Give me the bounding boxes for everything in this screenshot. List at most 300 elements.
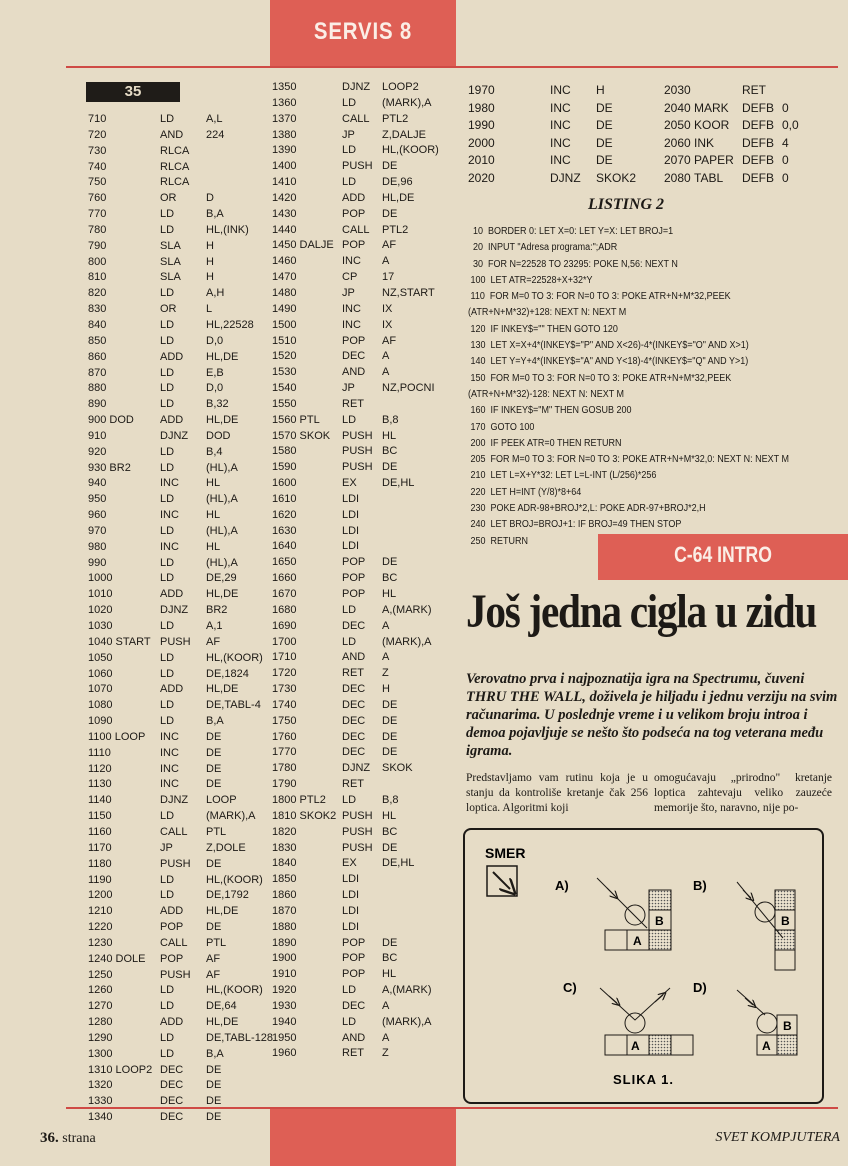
code-line: [272, 888, 462, 904]
code-line: [88, 1078, 268, 1094]
code-line: [88, 413, 268, 429]
label-or-op: DEC: [342, 999, 366, 1012]
basic-line: 160 IF INKEY$="M" THEN GOSUB 200: [468, 405, 632, 417]
code-line: [88, 571, 268, 587]
line-number: 1540: [272, 382, 297, 395]
label-or-op: LDI: [342, 920, 360, 933]
label-or-op: JP: [342, 382, 355, 395]
code-line: [88, 255, 268, 271]
label-or-op: LD: [160, 524, 175, 537]
line-number: 840: [88, 318, 107, 331]
line-number: 1630: [272, 524, 297, 537]
article-lead: Verovatno prva i najpoznatija igra na Spectrumu, čuveni THRU THE WALL, doživela je hiljadu i jednu verziju na svim računarima. U poslednje vreme i u velikom broju introa i demoa pojavljuje se nešto što podseća na tog veterana među igrama.: [466, 671, 838, 759]
line-number: 1410: [272, 176, 297, 189]
label-or-op: DJNZ: [160, 604, 189, 617]
cell-a-label: A: [633, 934, 642, 948]
line-number: 1530: [272, 366, 297, 379]
code-line: [468, 170, 658, 188]
code-line: [272, 143, 462, 159]
basic-line: (ATR+N+M*32)-128: NEXT N: NEXT M: [468, 388, 625, 400]
operand: HL,DE: [206, 1016, 239, 1029]
figure-diagram: [465, 830, 822, 1102]
label-or-op: ADD: [160, 905, 184, 918]
operand: Z,DALJE: [382, 128, 427, 141]
label-or-op: POP: [342, 952, 366, 965]
code-line: [272, 397, 462, 413]
code-line: [88, 1031, 274, 1047]
diagram-c: [600, 988, 693, 1055]
line-number: 780: [88, 223, 107, 236]
operand: HL: [382, 809, 397, 822]
label-or-op: SLA: [160, 239, 181, 252]
label-or-op: LD: [342, 96, 357, 109]
article-headline: Još jedna cigla u zidu: [466, 585, 817, 638]
line-number: 1150: [88, 810, 112, 823]
code-line: [88, 191, 268, 207]
basic-line: 130 LET X=X+4*(INKEY$="P" AND X<26)-4*(INKEY$="O" AND X>1): [468, 340, 749, 352]
label-or-op: INC: [550, 100, 571, 115]
code-column-1: [88, 112, 274, 1126]
code-line: [272, 539, 462, 555]
line-number: 1940: [272, 1015, 297, 1028]
operand: PTL2: [382, 223, 409, 236]
basic-listing: [468, 224, 803, 550]
label-or-op: POP: [342, 334, 366, 347]
code-line: [88, 793, 268, 809]
operand: 17: [382, 271, 395, 284]
label-or-op: LD: [160, 556, 175, 569]
code-line: [272, 793, 462, 809]
code-line: [88, 809, 268, 825]
code-line: [272, 302, 462, 318]
code-line: [88, 714, 268, 730]
basic-line: 170 GOTO 100: [468, 421, 535, 433]
operand: H: [596, 83, 605, 97]
code-line: [272, 318, 462, 334]
line-number: 850: [88, 334, 107, 347]
operand: HL,DE: [382, 191, 415, 204]
operand: HL,(INK): [206, 223, 249, 236]
basic-line: 30 FOR N=22528 TO 23295: POKE N,56: NEXT N: [468, 258, 678, 270]
line-number: 1990: [468, 118, 495, 133]
smer-label: SMER: [485, 845, 526, 861]
label-c: C): [563, 980, 577, 995]
line-number: 1960: [272, 1047, 297, 1060]
label-or-op: DEC: [342, 698, 366, 711]
operand: H: [206, 255, 214, 268]
code-line: [272, 175, 462, 191]
code-line: [88, 318, 268, 334]
label-or-op: PUSH: [342, 160, 373, 173]
code-line: [272, 334, 462, 350]
operand: AF: [382, 239, 397, 252]
line-number: 1400: [272, 160, 297, 173]
line-number: 1510: [272, 334, 297, 347]
label-or-op: POP: [342, 936, 366, 949]
label-or-op: RLCA: [160, 176, 190, 189]
line-number: 1330: [88, 1095, 113, 1108]
code-line: [88, 619, 268, 635]
code-line: [664, 152, 844, 170]
label-or-op: DEC: [342, 746, 366, 759]
operand: Z: [382, 667, 389, 680]
operand: A: [382, 366, 390, 379]
line-number: 1810 SKOK2: [272, 809, 337, 822]
line-number: 1880: [272, 920, 297, 933]
operand: B,A: [206, 1047, 224, 1060]
label-or-op: DEC: [160, 1063, 184, 1076]
operand: (MARK),A: [382, 1015, 432, 1028]
value: 0: [782, 170, 789, 185]
label-or-op: PAPER: [694, 153, 734, 168]
code-line: [88, 746, 268, 762]
code-line: [272, 223, 462, 239]
figure-box: [463, 828, 824, 1104]
operand: DE: [382, 556, 398, 569]
label-or-op: POP: [160, 952, 184, 965]
label-or-op: INK: [694, 135, 715, 150]
operand: A: [382, 651, 390, 664]
label-or-op: LD: [342, 635, 357, 648]
line-number: 2010: [468, 153, 495, 168]
code-line: [88, 175, 268, 191]
code-line: [272, 429, 462, 445]
code-line: [88, 968, 268, 984]
operand: AF: [206, 952, 221, 965]
line-number: 2060: [664, 135, 691, 150]
label-or-op: DEC: [342, 714, 366, 727]
line-number: 1470: [272, 271, 297, 284]
label-or-op: PUSH: [342, 825, 373, 838]
cell-a3-label: A: [762, 1039, 771, 1053]
operand: DE: [206, 921, 222, 934]
code-line: [88, 508, 268, 524]
code-line: [272, 555, 462, 571]
label-or-op: LD: [160, 287, 175, 300]
line-number: 1520: [272, 350, 297, 363]
label-or-op: PUSH: [342, 809, 373, 822]
label-or-op: INC: [342, 255, 361, 268]
operand: DE: [206, 778, 222, 791]
label-or-op: LD: [342, 144, 357, 157]
line-number: 900 DOD: [88, 414, 134, 427]
line-number: 1080: [88, 699, 113, 712]
label-or-op: OR: [160, 303, 177, 316]
label-or-op: DEC: [342, 619, 366, 632]
line-number: 1160: [88, 825, 112, 838]
label-or-op: LD: [342, 1015, 357, 1028]
label-or-op: SLA: [160, 271, 181, 284]
label-or-op: CP: [342, 271, 358, 284]
code-line: [88, 397, 268, 413]
operand: PTL: [206, 825, 227, 838]
operand: DE: [382, 698, 398, 711]
code-line: [272, 841, 462, 857]
code-line: [272, 524, 462, 540]
line-number: 790: [88, 239, 107, 252]
line-number: 810: [88, 271, 107, 284]
code-line: [88, 952, 268, 968]
label-or-op: LD: [342, 176, 357, 189]
label-or-op: ADD: [160, 683, 184, 696]
operand: PTL2: [382, 112, 409, 125]
label-or-op: LD: [160, 651, 175, 664]
operand: HL,DE: [206, 905, 239, 918]
code-line: [272, 745, 462, 761]
label-or-op: RLCA: [160, 160, 190, 173]
operand: DE,TABL-128: [206, 1031, 274, 1044]
operand: E,B: [206, 366, 224, 379]
code-column-3: [468, 82, 658, 188]
operand: AF: [382, 334, 397, 347]
operand: DE: [382, 936, 398, 949]
code-line: [88, 270, 268, 286]
operand: BC: [382, 825, 398, 838]
code-line: [88, 366, 268, 382]
code-line: [88, 762, 268, 778]
code-line: [272, 254, 462, 270]
line-number: 1620: [272, 508, 297, 521]
label-or-op: RET: [342, 667, 364, 680]
code-line: [272, 1015, 462, 1031]
label-or-op: LDI: [342, 524, 360, 537]
cell-a2-label: A: [631, 1039, 640, 1053]
operand: Z,DOLE: [206, 841, 246, 854]
line-number: 1460: [272, 255, 297, 268]
label-or-op: LD: [160, 461, 175, 474]
code-line: [272, 809, 462, 825]
label-or-op: JP: [160, 841, 173, 854]
label-or-op: PUSH: [342, 461, 373, 474]
operand: HL,(KOOR): [206, 651, 263, 664]
operand: HL: [382, 588, 397, 600]
code-line: [272, 999, 462, 1015]
line-number: 1980: [468, 100, 495, 115]
label-or-op: LD: [342, 984, 357, 997]
line-number: 960: [88, 509, 107, 522]
line-number: 1800 PTL2: [272, 793, 326, 806]
label-or-op: DEC: [342, 683, 366, 696]
operand: LOOP2: [382, 81, 419, 93]
code-line: [272, 128, 462, 144]
line-number: 1350: [272, 81, 297, 93]
code-line: [88, 144, 268, 160]
operand: DE: [382, 207, 398, 220]
line-number: 1130: [88, 778, 112, 791]
code-line: [88, 635, 268, 651]
label-or-op: PUSH: [160, 968, 191, 981]
label-or-op: LD: [160, 984, 175, 997]
basic-line: 210 LET L=X+Y*32: LET L=L-INT (L/256)*256: [468, 470, 657, 482]
line-number: 1280: [88, 1016, 113, 1029]
line-number: 2020: [468, 170, 495, 185]
line-number: 1720: [272, 667, 297, 680]
operand: DE: [382, 746, 398, 759]
line-number: 1240 DOLE: [88, 952, 146, 965]
operand: DE: [596, 100, 613, 115]
operand: (HL),A: [206, 461, 238, 474]
label-or-op: POP: [342, 968, 366, 981]
code-line: [272, 413, 462, 429]
line-number: 1050: [88, 651, 113, 664]
line-number: 1640: [272, 540, 297, 553]
label-or-op: LD: [160, 334, 175, 347]
code-line: [88, 730, 268, 746]
operand: PTL: [206, 936, 227, 949]
line-number: 1750: [272, 714, 297, 727]
operand: RET: [742, 83, 766, 97]
label-or-op: DEC: [160, 1079, 184, 1092]
code-line: [88, 207, 268, 223]
label-or-op: LDI: [342, 904, 360, 917]
operand: HL: [206, 509, 221, 522]
label-or-op: LD: [160, 113, 175, 125]
operand: D: [206, 192, 214, 205]
basic-line: 240 LET BROJ=BROJ+1: IF BROJ=49 THEN STOP: [468, 519, 682, 531]
code-column-4: [664, 82, 844, 188]
label-or-op: LD: [160, 1047, 175, 1060]
operand: (MARK),A: [382, 635, 432, 648]
operand: HL: [206, 540, 221, 553]
line-number: 940: [88, 477, 107, 490]
label-or-op: LDI: [342, 540, 360, 553]
line-number: 2080: [664, 170, 691, 185]
line-number: 1790: [272, 778, 297, 791]
code-line: [272, 983, 462, 999]
label-or-op: AND: [342, 1031, 366, 1044]
code-line: [272, 1046, 462, 1062]
code-line: [272, 714, 462, 730]
operand: BR2: [206, 604, 228, 617]
operand: AF: [206, 635, 221, 648]
code-line: [272, 619, 462, 635]
operand: DE,29: [206, 572, 237, 585]
value: 0,0: [782, 118, 799, 133]
label-or-op: LD: [160, 1031, 175, 1044]
line-number: 1900: [272, 952, 297, 965]
label-or-op: LD: [160, 699, 175, 712]
code-line: [88, 1063, 268, 1079]
article-body-right: omogućavaju „prirodno" kretanje loptica zahtevaju veliko zauzeće memorije što, naravno, nije po-: [654, 772, 832, 814]
line-number: 1260: [88, 984, 113, 997]
line-number: 870: [88, 366, 107, 379]
label-or-op: LD: [160, 1000, 175, 1013]
line-number: 1370: [272, 112, 297, 125]
line-number: 1270: [88, 1000, 113, 1013]
listing-2-title: LISTING 2: [588, 196, 665, 213]
line-number: 1690: [272, 619, 297, 632]
footer-magazine: SVET KOMPJUTERA: [715, 1130, 840, 1145]
label-or-op: PUSH: [160, 857, 191, 870]
code-line: [272, 872, 462, 888]
basic-line: 250 RETURN: [468, 535, 529, 547]
label-or-op: AND: [160, 128, 184, 141]
basic-line: 205 FOR M=0 TO 3: FOR N=0 TO 3: POKE ATR+N+M*32,0: NEXT N: NEXT M: [468, 454, 789, 466]
operand: DEFB: [742, 170, 775, 185]
line-number: 910: [88, 429, 107, 442]
code-line: [664, 100, 844, 118]
operand: BC: [382, 572, 398, 585]
line-number: 1970: [468, 83, 495, 97]
code-line: [272, 825, 462, 841]
cell-b-label: B: [655, 914, 664, 928]
label-or-op: LDI: [342, 492, 360, 505]
code-line: [664, 82, 844, 100]
line-number: 830: [88, 303, 107, 316]
code-line: [272, 1031, 462, 1047]
operand: D,0: [206, 334, 224, 347]
label-or-op: PUSH: [160, 635, 191, 648]
operand: (HL),A: [206, 493, 238, 506]
operand: DE: [382, 714, 398, 727]
code-line: [88, 239, 268, 255]
operand: A: [382, 255, 390, 268]
intro-banner-text: C-64 INTRO: [674, 542, 772, 567]
line-number: 1390: [272, 144, 297, 157]
line-number: 1250: [88, 968, 113, 981]
operand: AF: [206, 968, 221, 981]
line-number: 1560 PTL: [272, 413, 320, 426]
operand: DE,TABL-4: [206, 699, 261, 712]
operand: NZ,POCNI: [382, 382, 435, 395]
operand: HL,(KOOR): [206, 873, 263, 886]
code-line: [664, 117, 844, 135]
label-or-op: ADD: [160, 588, 184, 601]
label-or-op: LD: [160, 620, 175, 632]
operand: HL,DE: [206, 588, 239, 601]
line-number: 740: [88, 160, 107, 173]
code-line: [88, 302, 268, 318]
line-number: 1360: [272, 96, 297, 109]
code-line: [88, 524, 268, 540]
code-line: [272, 207, 462, 223]
figure-caption: SLIKA 1.: [613, 1072, 674, 1087]
label-or-op: ADD: [342, 191, 366, 204]
line-number: 1930: [272, 999, 297, 1012]
section-title: SERVIS 8: [313, 18, 413, 45]
code-line: [88, 160, 268, 176]
line-number: 1780: [272, 762, 297, 775]
value: 0: [782, 153, 789, 168]
label-or-op: LD: [160, 318, 175, 331]
label-or-op: POP: [160, 921, 184, 934]
operand: DOD: [206, 429, 231, 442]
code-line: [272, 96, 462, 112]
code-line: [272, 80, 462, 96]
line-number: 1870: [272, 904, 297, 917]
operand: DE: [206, 1095, 222, 1108]
label-or-op: DJNZ: [342, 762, 371, 775]
label-or-op: RET: [342, 778, 364, 791]
label-or-op: POP: [342, 572, 366, 585]
article-body-left: Predstavljamo vam rutinu koja je u stanju da kontroliše kretanje čak 256 loptica. Algoritmi koji: [466, 772, 648, 814]
code-line: [88, 223, 268, 239]
listing-number-tab: 35: [86, 82, 180, 102]
label-or-op: LD: [160, 366, 175, 379]
operand: DEFB: [742, 100, 775, 115]
value: 0: [782, 100, 789, 115]
basic-line: 20 INPUT "Adresa programa:";ADR: [468, 242, 618, 254]
line-number: 1200: [88, 889, 113, 902]
top-rule: [66, 66, 838, 68]
code-line: [468, 152, 658, 170]
code-line: [88, 667, 268, 683]
code-line: [272, 571, 462, 587]
label-or-op: LD: [342, 413, 357, 426]
label-or-op: CALL: [342, 112, 370, 125]
line-number: 2000: [468, 135, 495, 150]
code-line: [88, 873, 268, 889]
